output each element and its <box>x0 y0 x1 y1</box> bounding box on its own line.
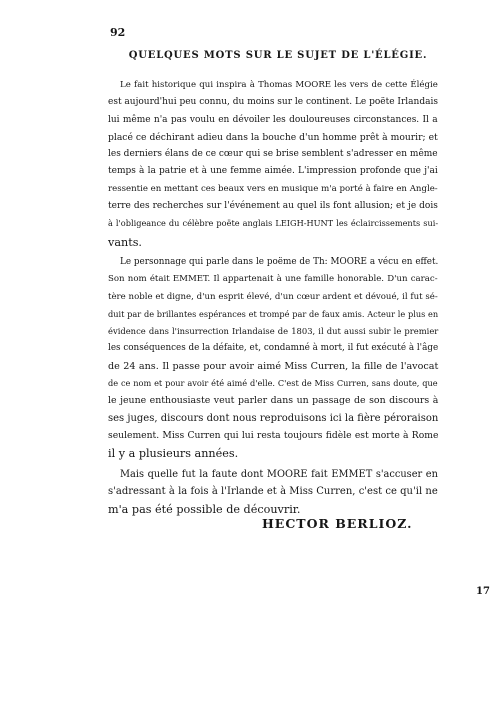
line-text: de 24 ans. Il passe pour avoir aimé Miss Curren, la fille de l'avocat <box>108 360 439 372</box>
text-line <box>108 149 438 166</box>
sheet-number: 17 <box>476 586 490 597</box>
line-text: évidence dans l'insurrection Irlandaise de 1803, il dut aussi subir le premier <box>108 326 439 337</box>
line-text: seulement. Miss Curren qui lui resta toujours fidèle est morte à Rome <box>108 429 439 441</box>
text-line <box>108 361 438 378</box>
line-text: duit par de brillantes espérances et trompé par de faux amis. Acteur le plus en <box>108 308 439 319</box>
text-line <box>108 326 438 343</box>
text-line <box>108 184 438 201</box>
text-line <box>108 132 438 149</box>
text-line <box>108 378 438 395</box>
line-text: terre des recherches sur l'événement au quel ils font allusion; et je dois <box>108 201 438 212</box>
line-text: le jeune enthousiaste veut parler dans un passage de son discours à <box>108 395 439 407</box>
text-line <box>108 447 438 464</box>
line-text: m'a pas été possible de découvrir. <box>108 503 301 517</box>
line-text: les derniers élans de ce cœur qui se brise semblent s'adresser en même <box>108 149 438 160</box>
text-line <box>108 236 438 253</box>
text-line <box>108 413 438 430</box>
line-text: Son nom était EMMET. Il appartenait à une famille honorable. D'un carac- <box>108 274 438 285</box>
line-text: lui même n'a pas voulu en dévoiler les douloureuses circonstances. Il a <box>108 114 438 125</box>
text-line <box>108 97 438 114</box>
line-text: vants. <box>108 235 142 249</box>
page-title: QUELQUES MOTS SUR LE SUJET DE L'ÉLÉGIE. <box>128 50 428 61</box>
page-number: 92 <box>110 26 126 39</box>
text-line <box>108 430 438 447</box>
line-text: à l'obligeance du célèbre poëte anglais LEIGH-HUNT les éclaircissements sui- <box>108 218 439 229</box>
line-text: Mais quelle fut la faute dont MOORE fait EMMET s'accuser en <box>120 468 438 480</box>
line-text: s'adressant à la fois à l'Irlande et à Miss Curren, c'est ce qu'il ne <box>108 485 438 497</box>
line-text: ressentie en mettant ces beaux vers en musique m'a porté à faire en Angle- <box>108 183 438 194</box>
line-text: placé ce déchirant adieu dans la bouche d'un homme prêt à mourir; et <box>108 131 438 143</box>
text-line <box>108 395 438 412</box>
text-line <box>108 274 438 291</box>
line-text: est aujourd'hui peu connu, du moins sur le continent. Le poëte Irlandais <box>108 97 438 108</box>
line-text: Le personnage qui parle dans le poëme de Th: MOORE a vécu en effet. <box>120 256 439 267</box>
text-line <box>108 309 438 326</box>
text-line <box>108 115 438 132</box>
line-text: de ce nom et pour avoir été aimé d'elle. C'est de Miss Curren, sans doute, que <box>108 378 438 389</box>
text-line <box>108 218 438 235</box>
line-text: Le fait historique qui inspira à Thomas MOORE les vers de cette Élégie <box>120 80 438 90</box>
line-text: il y a plusieurs années. <box>108 447 239 461</box>
line-text: tère noble et digne, d'un esprit élevé, d'un cœur ardent et dévoué, il fut sé- <box>108 291 438 302</box>
body-text <box>108 80 438 520</box>
text-line <box>108 486 438 503</box>
line-text: temps à la patrie et à une femme aimée. L'impression profonde que j'ai <box>108 166 438 177</box>
line-text: ses juges, discours dont nous reproduisons ici la fière péroraison <box>108 412 439 424</box>
text-line <box>108 80 438 97</box>
line-text: les conséquences de la défaite, et, condamné à mort, il fut exécuté à l'âge <box>108 343 439 354</box>
text-line <box>108 469 438 486</box>
text-line <box>108 166 438 183</box>
author-signature: HECTOR BERLIOZ. <box>262 516 413 531</box>
text-line <box>108 257 438 274</box>
text-line <box>108 292 438 309</box>
text-line <box>108 201 438 218</box>
text-line <box>108 343 438 360</box>
